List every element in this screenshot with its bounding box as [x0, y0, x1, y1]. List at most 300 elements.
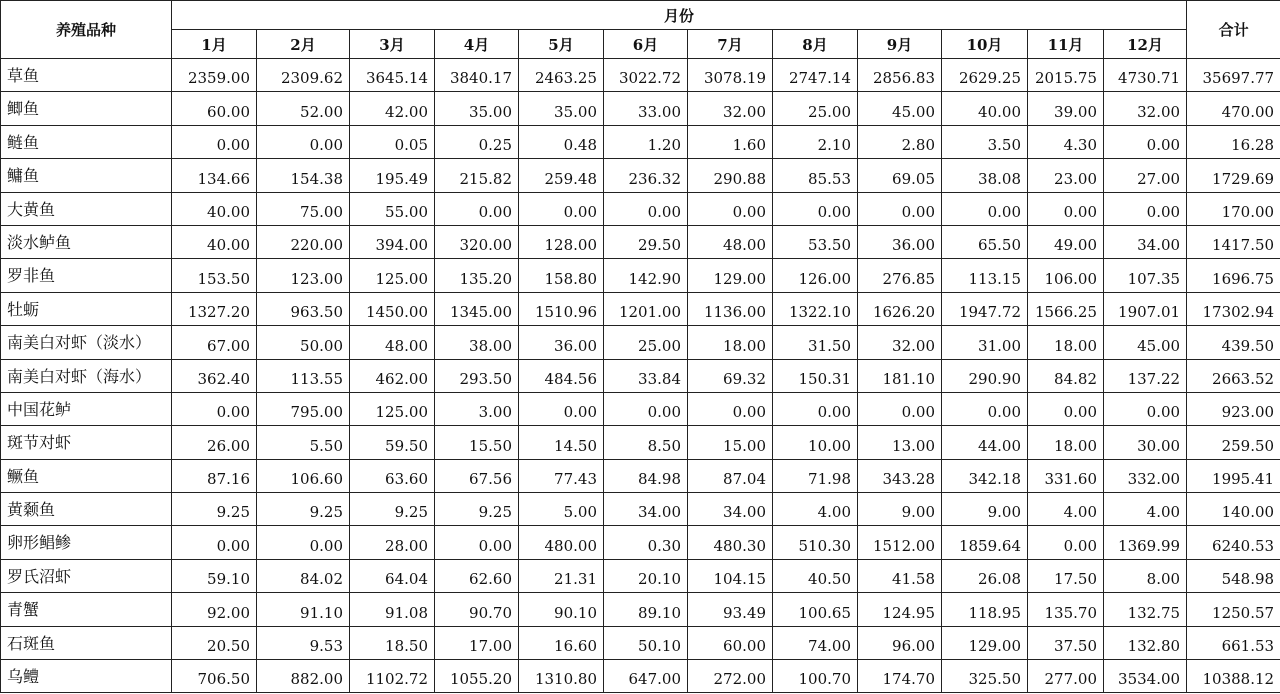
month-value-cell: 32.00	[1104, 92, 1187, 125]
table-row	[1, 125, 1280, 158]
species-name-cell: 南美白对虾（淡水）	[1, 326, 172, 359]
month-value-cell: 36.00	[858, 225, 942, 258]
month-value-cell: 89.10	[604, 593, 688, 626]
month-value-cell: 53.50	[773, 225, 858, 258]
month-value-cell: 276.85	[858, 259, 942, 292]
month-value-cell: 113.55	[257, 359, 350, 392]
month-value-cell: 42.00	[350, 92, 435, 125]
total-value-cell: 17302.94	[1187, 292, 1280, 325]
month-value-cell: 236.32	[604, 159, 688, 192]
month-value-cell: 38.08	[942, 159, 1028, 192]
month-value-cell: 4.00	[1104, 493, 1187, 526]
month-value-cell: 59.10	[172, 559, 257, 592]
month-value-cell: 17.50	[1028, 559, 1104, 592]
month-value-cell: 0.00	[858, 392, 942, 425]
month-value-cell: 0.00	[172, 392, 257, 425]
species-name-cell: 淡水鲈鱼	[1, 225, 172, 258]
month-value-cell: 40.00	[942, 92, 1028, 125]
species-name-cell: 大黄鱼	[1, 192, 172, 225]
month-value-cell: 124.95	[858, 593, 942, 626]
month-value-cell: 25.00	[604, 326, 688, 359]
month-value-cell: 0.00	[688, 192, 773, 225]
month-value-cell: 23.00	[1028, 159, 1104, 192]
month-value-cell: 50.00	[257, 326, 350, 359]
month-value-cell: 26.00	[172, 426, 257, 459]
month-value-cell: 215.82	[435, 159, 519, 192]
month-header-1: 1月	[172, 30, 257, 59]
month-value-cell: 104.15	[688, 559, 773, 592]
species-name-cell: 鲫鱼	[1, 92, 172, 125]
table-row	[1, 359, 1280, 392]
total-value-cell: 35697.77	[1187, 59, 1280, 92]
month-value-cell: 3078.19	[688, 59, 773, 92]
total-value-cell: 470.00	[1187, 92, 1280, 125]
month-value-cell: 1947.72	[942, 292, 1028, 325]
month-value-cell: 118.95	[942, 593, 1028, 626]
month-value-cell: 8.00	[1104, 559, 1187, 592]
month-value-cell: 20.10	[604, 559, 688, 592]
month-value-cell: 126.00	[773, 259, 858, 292]
month-header-5: 5月	[519, 30, 604, 59]
month-value-cell: 26.08	[942, 559, 1028, 592]
month-value-cell: 3.50	[942, 125, 1028, 158]
month-value-cell: 125.00	[350, 392, 435, 425]
month-value-cell: 142.90	[604, 259, 688, 292]
species-name-cell: 牡蛎	[1, 292, 172, 325]
month-value-cell: 9.25	[172, 493, 257, 526]
month-value-cell: 10.00	[773, 426, 858, 459]
month-value-cell: 320.00	[435, 225, 519, 258]
month-value-cell: 882.00	[257, 660, 350, 693]
month-value-cell: 55.00	[350, 192, 435, 225]
month-value-cell: 394.00	[350, 225, 435, 258]
month-value-cell: 18.00	[1028, 326, 1104, 359]
month-header-9: 9月	[858, 30, 942, 59]
month-value-cell: 0.00	[858, 192, 942, 225]
month-value-cell: 44.00	[942, 426, 1028, 459]
month-header-7: 7月	[688, 30, 773, 59]
month-value-cell: 1322.10	[773, 292, 858, 325]
species-name-cell: 中国花鲈	[1, 392, 172, 425]
month-value-cell: 0.00	[688, 392, 773, 425]
month-value-cell: 1136.00	[688, 292, 773, 325]
month-value-cell: 0.30	[604, 526, 688, 559]
month-value-cell: 38.00	[435, 326, 519, 359]
month-value-cell: 92.00	[172, 593, 257, 626]
total-value-cell: 1995.41	[1187, 459, 1280, 492]
month-value-cell: 67.56	[435, 459, 519, 492]
month-value-cell: 3022.72	[604, 59, 688, 92]
month-value-cell: 2359.00	[172, 59, 257, 92]
month-value-cell: 17.00	[435, 626, 519, 659]
month-value-cell: 39.00	[1028, 92, 1104, 125]
month-value-cell: 67.00	[172, 326, 257, 359]
month-value-cell: 0.00	[172, 526, 257, 559]
month-value-cell: 2629.25	[942, 59, 1028, 92]
month-value-cell: 0.48	[519, 125, 604, 158]
species-name-cell: 鳙鱼	[1, 159, 172, 192]
month-value-cell: 32.00	[858, 326, 942, 359]
species-name-cell: 黄颡鱼	[1, 493, 172, 526]
header-row-months	[1, 30, 1280, 59]
month-value-cell: 29.50	[604, 225, 688, 258]
month-value-cell: 90.70	[435, 593, 519, 626]
species-name-cell: 南美白对虾（海水）	[1, 359, 172, 392]
month-value-cell: 137.22	[1104, 359, 1187, 392]
month-value-cell: 27.00	[1104, 159, 1187, 192]
month-value-cell: 85.53	[773, 159, 858, 192]
table-row	[1, 559, 1280, 592]
month-header-3: 3月	[350, 30, 435, 59]
month-value-cell: 462.00	[350, 359, 435, 392]
table-row	[1, 326, 1280, 359]
month-value-cell: 13.00	[858, 426, 942, 459]
month-value-cell: 69.32	[688, 359, 773, 392]
month-value-cell: 4.00	[1028, 493, 1104, 526]
total-value-cell: 6240.53	[1187, 526, 1280, 559]
month-value-cell: 59.50	[350, 426, 435, 459]
month-value-cell: 96.00	[858, 626, 942, 659]
month-value-cell: 325.50	[942, 660, 1028, 693]
table-row	[1, 225, 1280, 258]
month-value-cell: 71.98	[773, 459, 858, 492]
total-value-cell: 2663.52	[1187, 359, 1280, 392]
month-value-cell: 2015.75	[1028, 59, 1104, 92]
total-value-cell: 661.53	[1187, 626, 1280, 659]
table-row	[1, 59, 1280, 92]
month-value-cell: 40.50	[773, 559, 858, 592]
month-header-10: 10月	[942, 30, 1028, 59]
month-value-cell: 332.00	[1104, 459, 1187, 492]
species-name-cell: 草鱼	[1, 59, 172, 92]
month-value-cell: 113.15	[942, 259, 1028, 292]
month-header-11: 11月	[1028, 30, 1104, 59]
month-value-cell: 74.00	[773, 626, 858, 659]
month-value-cell: 93.49	[688, 593, 773, 626]
month-value-cell: 0.00	[519, 192, 604, 225]
month-value-cell: 52.00	[257, 92, 350, 125]
month-value-cell: 5.50	[257, 426, 350, 459]
month-value-cell: 129.00	[688, 259, 773, 292]
month-value-cell: 510.30	[773, 526, 858, 559]
month-value-cell: 49.00	[1028, 225, 1104, 258]
month-value-cell: 2747.14	[773, 59, 858, 92]
month-value-cell: 154.38	[257, 159, 350, 192]
month-value-cell: 1369.99	[1104, 526, 1187, 559]
month-value-cell: 342.18	[942, 459, 1028, 492]
month-value-cell: 0.00	[435, 192, 519, 225]
table-row	[1, 292, 1280, 325]
month-value-cell: 0.00	[1028, 392, 1104, 425]
month-value-cell: 0.00	[1028, 192, 1104, 225]
month-value-cell: 9.00	[942, 493, 1028, 526]
month-value-cell: 50.10	[604, 626, 688, 659]
month-value-cell: 277.00	[1028, 660, 1104, 693]
month-value-cell: 125.00	[350, 259, 435, 292]
month-value-cell: 4.30	[1028, 125, 1104, 158]
month-value-cell: 62.60	[435, 559, 519, 592]
month-value-cell: 107.35	[1104, 259, 1187, 292]
month-value-cell: 9.53	[257, 626, 350, 659]
month-value-cell: 1907.01	[1104, 292, 1187, 325]
month-value-cell: 4.00	[773, 493, 858, 526]
month-value-cell: 290.90	[942, 359, 1028, 392]
month-value-cell: 0.00	[773, 192, 858, 225]
total-value-cell: 548.98	[1187, 559, 1280, 592]
month-group-header: 月份	[172, 1, 1187, 30]
month-value-cell: 362.40	[172, 359, 257, 392]
month-value-cell: 84.98	[604, 459, 688, 492]
month-value-cell: 153.50	[172, 259, 257, 292]
table-row	[1, 392, 1280, 425]
table-row	[1, 259, 1280, 292]
month-value-cell: 18.50	[350, 626, 435, 659]
month-value-cell: 25.00	[773, 92, 858, 125]
month-value-cell: 1327.20	[172, 292, 257, 325]
species-name-cell: 青蟹	[1, 593, 172, 626]
month-value-cell: 9.00	[858, 493, 942, 526]
month-value-cell: 2.10	[773, 125, 858, 158]
month-value-cell: 45.00	[1104, 326, 1187, 359]
month-value-cell: 87.04	[688, 459, 773, 492]
total-value-cell: 1250.57	[1187, 593, 1280, 626]
month-value-cell: 69.05	[858, 159, 942, 192]
month-value-cell: 0.00	[1104, 125, 1187, 158]
month-value-cell: 0.25	[435, 125, 519, 158]
month-value-cell: 1.60	[688, 125, 773, 158]
total-value-cell: 16.28	[1187, 125, 1280, 158]
month-value-cell: 40.00	[172, 225, 257, 258]
month-value-cell: 84.02	[257, 559, 350, 592]
month-value-cell: 30.00	[1104, 426, 1187, 459]
month-value-cell: 220.00	[257, 225, 350, 258]
month-value-cell: 20.50	[172, 626, 257, 659]
species-name-cell: 罗氏沼虾	[1, 559, 172, 592]
species-name-cell: 罗非鱼	[1, 259, 172, 292]
month-value-cell: 41.58	[858, 559, 942, 592]
month-value-cell: 181.10	[858, 359, 942, 392]
month-value-cell: 34.00	[1104, 225, 1187, 258]
month-value-cell: 34.00	[688, 493, 773, 526]
table-row	[1, 660, 1280, 693]
month-value-cell: 0.00	[435, 526, 519, 559]
month-value-cell: 100.65	[773, 593, 858, 626]
month-value-cell: 91.08	[350, 593, 435, 626]
month-value-cell: 34.00	[604, 493, 688, 526]
month-value-cell: 150.31	[773, 359, 858, 392]
month-value-cell: 2309.62	[257, 59, 350, 92]
species-column-header: 养殖品种	[1, 1, 172, 59]
month-value-cell: 3645.14	[350, 59, 435, 92]
month-value-cell: 1512.00	[858, 526, 942, 559]
month-value-cell: 0.00	[1104, 392, 1187, 425]
total-value-cell: 140.00	[1187, 493, 1280, 526]
month-value-cell: 18.00	[1028, 426, 1104, 459]
month-value-cell: 0.00	[1028, 526, 1104, 559]
total-value-cell: 923.00	[1187, 392, 1280, 425]
month-value-cell: 48.00	[688, 225, 773, 258]
month-value-cell: 134.66	[172, 159, 257, 192]
month-value-cell: 31.50	[773, 326, 858, 359]
table-row	[1, 593, 1280, 626]
month-value-cell: 0.00	[1104, 192, 1187, 225]
month-value-cell: 31.00	[942, 326, 1028, 359]
month-value-cell: 106.00	[1028, 259, 1104, 292]
month-value-cell: 132.80	[1104, 626, 1187, 659]
month-value-cell: 480.00	[519, 526, 604, 559]
month-value-cell: 87.16	[172, 459, 257, 492]
month-value-cell: 2463.25	[519, 59, 604, 92]
month-value-cell: 0.00	[942, 392, 1028, 425]
month-value-cell: 1.20	[604, 125, 688, 158]
month-value-cell: 1566.25	[1028, 292, 1104, 325]
header-row-top	[1, 1, 1280, 30]
total-value-cell: 170.00	[1187, 192, 1280, 225]
month-value-cell: 91.10	[257, 593, 350, 626]
month-value-cell: 0.00	[257, 125, 350, 158]
total-value-cell: 1729.69	[1187, 159, 1280, 192]
month-value-cell: 331.60	[1028, 459, 1104, 492]
month-value-cell: 60.00	[688, 626, 773, 659]
month-value-cell: 0.00	[604, 392, 688, 425]
month-value-cell: 0.00	[172, 125, 257, 158]
total-value-cell: 1417.50	[1187, 225, 1280, 258]
month-value-cell: 37.50	[1028, 626, 1104, 659]
month-value-cell: 33.00	[604, 92, 688, 125]
month-value-cell: 0.00	[519, 392, 604, 425]
species-name-cell: 乌鳢	[1, 660, 172, 693]
month-value-cell: 0.05	[350, 125, 435, 158]
month-value-cell: 45.00	[858, 92, 942, 125]
table-row	[1, 626, 1280, 659]
month-value-cell: 1450.00	[350, 292, 435, 325]
month-value-cell: 1310.80	[519, 660, 604, 693]
month-header-2: 2月	[257, 30, 350, 59]
month-value-cell: 128.00	[519, 225, 604, 258]
month-value-cell: 1626.20	[858, 292, 942, 325]
month-value-cell: 15.00	[688, 426, 773, 459]
month-value-cell: 132.75	[1104, 593, 1187, 626]
month-value-cell: 484.56	[519, 359, 604, 392]
month-value-cell: 40.00	[172, 192, 257, 225]
month-value-cell: 14.50	[519, 426, 604, 459]
month-value-cell: 272.00	[688, 660, 773, 693]
month-value-cell: 3534.00	[1104, 660, 1187, 693]
month-value-cell: 293.50	[435, 359, 519, 392]
month-header-4: 4月	[435, 30, 519, 59]
month-value-cell: 3.00	[435, 392, 519, 425]
month-value-cell: 33.84	[604, 359, 688, 392]
month-value-cell: 1345.00	[435, 292, 519, 325]
month-value-cell: 123.00	[257, 259, 350, 292]
month-value-cell: 77.43	[519, 459, 604, 492]
month-value-cell: 60.00	[172, 92, 257, 125]
month-value-cell: 647.00	[604, 660, 688, 693]
month-value-cell: 259.48	[519, 159, 604, 192]
total-value-cell: 10388.12	[1187, 660, 1280, 693]
month-value-cell: 1201.00	[604, 292, 688, 325]
species-name-cell: 石斑鱼	[1, 626, 172, 659]
table-row	[1, 493, 1280, 526]
month-value-cell: 5.00	[519, 493, 604, 526]
month-value-cell: 84.82	[1028, 359, 1104, 392]
month-value-cell: 64.04	[350, 559, 435, 592]
month-value-cell: 36.00	[519, 326, 604, 359]
month-header-6: 6月	[604, 30, 688, 59]
month-value-cell: 2.80	[858, 125, 942, 158]
species-name-cell: 鳜鱼	[1, 459, 172, 492]
month-value-cell: 15.50	[435, 426, 519, 459]
table-row	[1, 459, 1280, 492]
total-value-cell: 439.50	[1187, 326, 1280, 359]
month-value-cell: 129.00	[942, 626, 1028, 659]
species-name-cell: 斑节对虾	[1, 426, 172, 459]
total-value-cell: 259.50	[1187, 426, 1280, 459]
month-value-cell: 75.00	[257, 192, 350, 225]
month-value-cell: 21.31	[519, 559, 604, 592]
month-header-8: 8月	[773, 30, 858, 59]
month-value-cell: 90.10	[519, 593, 604, 626]
table-row	[1, 526, 1280, 559]
month-value-cell: 174.70	[858, 660, 942, 693]
table-row	[1, 92, 1280, 125]
month-value-cell: 18.00	[688, 326, 773, 359]
month-value-cell: 1510.96	[519, 292, 604, 325]
month-value-cell: 4730.71	[1104, 59, 1187, 92]
month-value-cell: 9.25	[257, 493, 350, 526]
total-column-header: 合计	[1187, 1, 1280, 59]
month-value-cell: 1859.64	[942, 526, 1028, 559]
month-value-cell: 35.00	[435, 92, 519, 125]
month-value-cell: 8.50	[604, 426, 688, 459]
month-header-12: 12月	[1104, 30, 1187, 59]
month-value-cell: 480.30	[688, 526, 773, 559]
month-value-cell: 0.00	[604, 192, 688, 225]
month-value-cell: 28.00	[350, 526, 435, 559]
month-value-cell: 795.00	[257, 392, 350, 425]
month-value-cell: 0.00	[773, 392, 858, 425]
month-value-cell: 16.60	[519, 626, 604, 659]
month-value-cell: 135.20	[435, 259, 519, 292]
month-value-cell: 9.25	[350, 493, 435, 526]
month-value-cell: 9.25	[435, 493, 519, 526]
month-value-cell: 290.88	[688, 159, 773, 192]
month-value-cell: 158.80	[519, 259, 604, 292]
table-row	[1, 426, 1280, 459]
month-value-cell: 65.50	[942, 225, 1028, 258]
month-value-cell: 0.00	[942, 192, 1028, 225]
month-value-cell: 35.00	[519, 92, 604, 125]
month-value-cell: 63.60	[350, 459, 435, 492]
month-value-cell: 1055.20	[435, 660, 519, 693]
month-value-cell: 963.50	[257, 292, 350, 325]
total-value-cell: 1696.75	[1187, 259, 1280, 292]
species-name-cell: 卵形鲳鲹	[1, 526, 172, 559]
month-value-cell: 1102.72	[350, 660, 435, 693]
month-value-cell: 343.28	[858, 459, 942, 492]
month-value-cell: 32.00	[688, 92, 773, 125]
table-row	[1, 159, 1280, 192]
month-value-cell: 3840.17	[435, 59, 519, 92]
month-value-cell: 135.70	[1028, 593, 1104, 626]
month-value-cell: 706.50	[172, 660, 257, 693]
month-value-cell: 106.60	[257, 459, 350, 492]
month-value-cell: 48.00	[350, 326, 435, 359]
month-value-cell: 2856.83	[858, 59, 942, 92]
month-value-cell: 195.49	[350, 159, 435, 192]
month-value-cell: 100.70	[773, 660, 858, 693]
table-body	[1, 59, 1280, 693]
